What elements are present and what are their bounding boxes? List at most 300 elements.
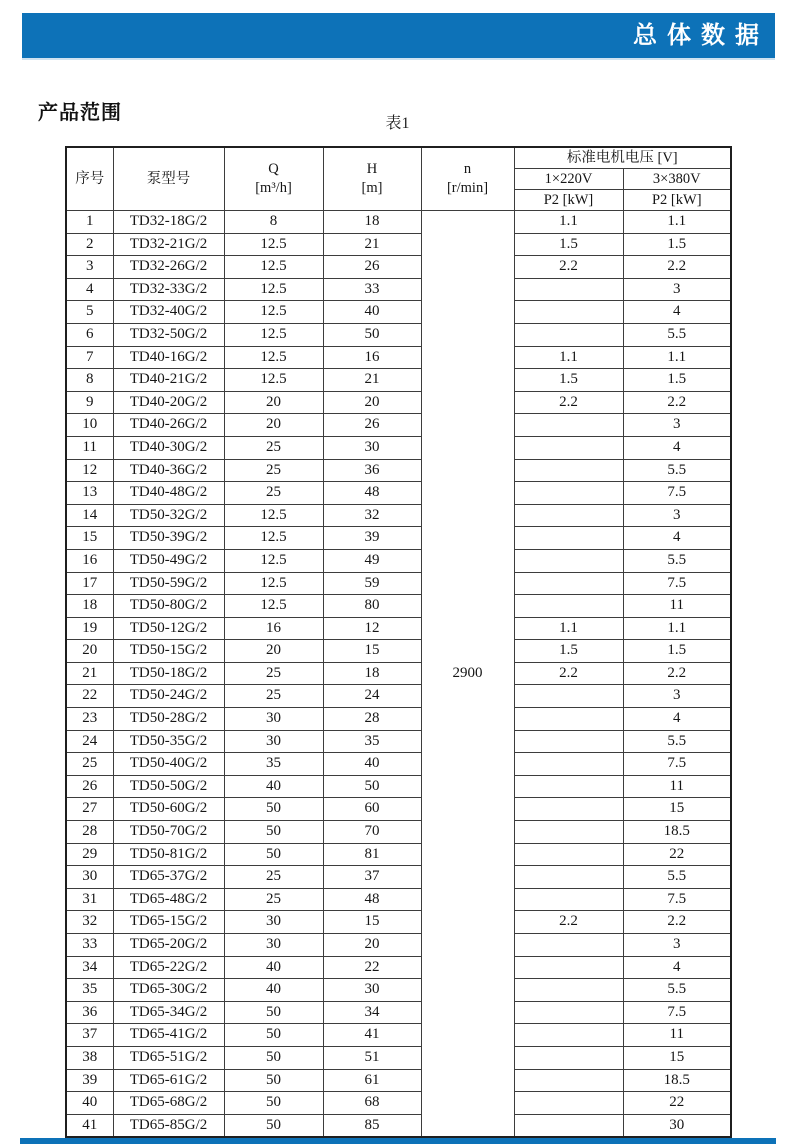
cell-h: 39 — [323, 527, 421, 550]
cell-model: TD50-49G/2 — [113, 549, 224, 572]
table-row — [66, 459, 731, 482]
table-row — [66, 911, 731, 934]
cell-index: 31 — [66, 888, 113, 911]
table-row — [66, 888, 731, 911]
table-header — [66, 147, 731, 211]
table-row — [66, 979, 731, 1002]
table-row — [66, 527, 731, 550]
cell-p2-220v — [514, 504, 623, 527]
cell-index: 19 — [66, 617, 113, 640]
cell-p2-380v: 11 — [623, 1024, 731, 1047]
cell-h: 15 — [323, 640, 421, 663]
cell-index: 2 — [66, 233, 113, 256]
cell-p2-380v: 3 — [623, 414, 731, 437]
cell-model: TD32-26G/2 — [113, 256, 224, 279]
cell-h: 30 — [323, 979, 421, 1002]
cell-index: 12 — [66, 459, 113, 482]
cell-q: 12.5 — [224, 572, 323, 595]
cell-p2-220v — [514, 323, 623, 346]
cell-model: TD65-61G/2 — [113, 1069, 224, 1092]
cell-model: TD50-32G/2 — [113, 504, 224, 527]
cell-p2-380v: 2.2 — [623, 662, 731, 685]
cell-index: 22 — [66, 685, 113, 708]
col-header-voltage-group: 标准电机电压 [V] — [514, 147, 731, 169]
table-row — [66, 211, 731, 234]
table-row — [66, 708, 731, 731]
col-header-h-unit: [m] — [361, 180, 383, 196]
cell-h: 41 — [323, 1024, 421, 1047]
table-row — [66, 278, 731, 301]
cell-q: 12.5 — [224, 504, 323, 527]
cell-p2-220v — [514, 730, 623, 753]
cell-model: TD40-48G/2 — [113, 482, 224, 505]
cell-p2-380v: 7.5 — [623, 753, 731, 776]
cell-q: 25 — [224, 436, 323, 459]
cell-q: 12.5 — [224, 595, 323, 618]
cell-model: TD50-35G/2 — [113, 730, 224, 753]
cell-q: 20 — [224, 414, 323, 437]
cell-p2-380v: 1.1 — [623, 617, 731, 640]
cell-p2-380v: 5.5 — [623, 549, 731, 572]
section-title: 产品范围 — [38, 102, 122, 124]
cell-model: TD40-30G/2 — [113, 436, 224, 459]
table-row — [66, 640, 731, 663]
table-row — [66, 504, 731, 527]
cell-p2-380v: 22 — [623, 843, 731, 866]
cell-h: 16 — [323, 346, 421, 369]
cell-q: 25 — [224, 685, 323, 708]
cell-h: 48 — [323, 482, 421, 505]
cell-q: 35 — [224, 753, 323, 776]
cell-p2-220v — [514, 414, 623, 437]
cell-p2-380v: 18.5 — [623, 821, 731, 844]
cell-q: 30 — [224, 730, 323, 753]
table-row — [66, 843, 731, 866]
cell-index: 25 — [66, 753, 113, 776]
cell-p2-220v — [514, 753, 623, 776]
table-row — [66, 866, 731, 889]
cell-p2-380v: 2.2 — [623, 391, 731, 414]
table-row — [66, 775, 731, 798]
cell-q: 25 — [224, 888, 323, 911]
table-row — [66, 346, 731, 369]
cell-p2-380v: 3 — [623, 685, 731, 708]
cell-p2-220v — [514, 821, 623, 844]
cell-model: TD65-41G/2 — [113, 1024, 224, 1047]
cell-index: 34 — [66, 956, 113, 979]
cell-p2-220v — [514, 685, 623, 708]
cell-q: 30 — [224, 911, 323, 934]
col-header-n-unit: [r/min] — [446, 180, 489, 196]
table-row — [66, 369, 731, 392]
cell-index: 29 — [66, 843, 113, 866]
cell-p2-220v — [514, 888, 623, 911]
cell-p2-220v — [514, 459, 623, 482]
table-row — [66, 662, 731, 685]
cell-model: TD65-15G/2 — [113, 911, 224, 934]
cell-q: 12.5 — [224, 527, 323, 550]
table-row — [66, 1069, 731, 1092]
cell-p2-220v — [514, 482, 623, 505]
cell-model: TD40-16G/2 — [113, 346, 224, 369]
cell-h: 30 — [323, 436, 421, 459]
col-header-p2-380: P2 [kW] — [623, 190, 731, 211]
table-row — [66, 482, 731, 505]
cell-model: TD40-26G/2 — [113, 414, 224, 437]
cell-model: TD50-39G/2 — [113, 527, 224, 550]
cell-p2-220v: 1.5 — [514, 369, 623, 392]
cell-index: 30 — [66, 866, 113, 889]
table-row — [66, 391, 731, 414]
cell-p2-220v — [514, 1024, 623, 1047]
cell-model: TD50-40G/2 — [113, 753, 224, 776]
cell-h: 61 — [323, 1069, 421, 1092]
product-range-table — [65, 146, 732, 1138]
table-row — [66, 1001, 731, 1024]
cell-index: 27 — [66, 798, 113, 821]
col-header-220v: 1×220V — [514, 169, 623, 190]
cell-h: 22 — [323, 956, 421, 979]
cell-model: TD65-68G/2 — [113, 1092, 224, 1115]
cell-p2-220v — [514, 956, 623, 979]
cell-p2-380v: 11 — [623, 775, 731, 798]
cell-h: 59 — [323, 572, 421, 595]
cell-model: TD50-81G/2 — [113, 843, 224, 866]
col-header-n-symbol: n — [463, 161, 472, 178]
cell-h: 15 — [323, 911, 421, 934]
cell-index: 33 — [66, 934, 113, 957]
cell-h: 50 — [323, 323, 421, 346]
cell-p2-220v — [514, 572, 623, 595]
table-row — [66, 617, 731, 640]
cell-index: 15 — [66, 527, 113, 550]
cell-q: 50 — [224, 1114, 323, 1137]
cell-h: 81 — [323, 843, 421, 866]
cell-index: 18 — [66, 595, 113, 618]
cell-q: 12.5 — [224, 233, 323, 256]
cell-p2-220v — [514, 1069, 623, 1092]
cell-p2-220v — [514, 934, 623, 957]
cell-p2-220v — [514, 549, 623, 572]
table-row — [66, 798, 731, 821]
cell-p2-220v: 2.2 — [514, 391, 623, 414]
cell-index: 20 — [66, 640, 113, 663]
cell-p2-220v — [514, 1046, 623, 1069]
cell-index: 35 — [66, 979, 113, 1002]
table-row — [66, 1046, 731, 1069]
cell-model: TD50-12G/2 — [113, 617, 224, 640]
cell-p2-380v: 11 — [623, 595, 731, 618]
cell-model: TD50-80G/2 — [113, 595, 224, 618]
table-row — [66, 301, 731, 324]
cell-p2-380v: 1.1 — [623, 346, 731, 369]
cell-q: 8 — [224, 211, 323, 234]
cell-index: 38 — [66, 1046, 113, 1069]
table-row — [66, 414, 731, 437]
table-row — [66, 1114, 731, 1137]
cell-p2-380v: 5.5 — [623, 730, 731, 753]
cell-h: 36 — [323, 459, 421, 482]
table-row — [66, 323, 731, 346]
cell-p2-220v — [514, 979, 623, 1002]
footer-rule — [20, 1138, 776, 1144]
cell-p2-380v: 7.5 — [623, 1001, 731, 1024]
cell-p2-220v — [514, 301, 623, 324]
cell-index: 8 — [66, 369, 113, 392]
cell-p2-220v — [514, 775, 623, 798]
cell-h: 70 — [323, 821, 421, 844]
cell-h: 18 — [323, 211, 421, 234]
cell-p2-220v: 1.1 — [514, 211, 623, 234]
cell-h: 21 — [323, 369, 421, 392]
cell-model: TD40-20G/2 — [113, 391, 224, 414]
cell-p2-380v: 3 — [623, 504, 731, 527]
cell-p2-220v: 1.1 — [514, 346, 623, 369]
cell-h: 49 — [323, 549, 421, 572]
cell-index: 39 — [66, 1069, 113, 1092]
cell-index: 1 — [66, 211, 113, 234]
table-caption: 表1 — [385, 115, 410, 132]
cell-h: 33 — [323, 278, 421, 301]
col-header-380v: 3×380V — [623, 169, 731, 190]
cell-index: 7 — [66, 346, 113, 369]
cell-p2-220v: 2.2 — [514, 662, 623, 685]
cell-p2-220v: 1.5 — [514, 640, 623, 663]
cell-q: 12.5 — [224, 346, 323, 369]
cell-model: TD50-15G/2 — [113, 640, 224, 663]
cell-q: 50 — [224, 821, 323, 844]
cell-h: 26 — [323, 256, 421, 279]
cell-h: 18 — [323, 662, 421, 685]
cell-model: TD50-60G/2 — [113, 798, 224, 821]
cell-p2-380v: 5.5 — [623, 459, 731, 482]
cell-p2-220v: 2.2 — [514, 256, 623, 279]
col-header-model: 泵型号 — [113, 147, 224, 211]
cell-p2-380v: 3 — [623, 278, 731, 301]
cell-p2-380v: 4 — [623, 708, 731, 731]
cell-model: TD50-50G/2 — [113, 775, 224, 798]
table-row — [66, 233, 731, 256]
cell-p2-380v: 1.5 — [623, 233, 731, 256]
cell-model: TD65-48G/2 — [113, 888, 224, 911]
cell-p2-380v: 7.5 — [623, 482, 731, 505]
cell-h: 35 — [323, 730, 421, 753]
cell-index: 41 — [66, 1114, 113, 1137]
cell-index: 9 — [66, 391, 113, 414]
cell-q: 30 — [224, 934, 323, 957]
cell-q: 50 — [224, 798, 323, 821]
cell-p2-220v — [514, 798, 623, 821]
cell-model: TD32-50G/2 — [113, 323, 224, 346]
cell-p2-380v: 4 — [623, 527, 731, 550]
cell-q: 40 — [224, 956, 323, 979]
cell-speed-rpm: 2900 — [421, 211, 514, 1138]
cell-h: 85 — [323, 1114, 421, 1137]
cell-model: TD65-51G/2 — [113, 1046, 224, 1069]
cell-model: TD50-18G/2 — [113, 662, 224, 685]
cell-p2-380v: 3 — [623, 934, 731, 957]
cell-p2-220v: 1.1 — [514, 617, 623, 640]
cell-index: 3 — [66, 256, 113, 279]
cell-index: 11 — [66, 436, 113, 459]
cell-p2-380v: 1.1 — [623, 211, 731, 234]
col-header-q-unit: [m³/h] — [255, 180, 292, 196]
cell-h: 60 — [323, 798, 421, 821]
cell-h: 34 — [323, 1001, 421, 1024]
cell-q: 12.5 — [224, 369, 323, 392]
cell-h: 20 — [323, 934, 421, 957]
cell-q: 12.5 — [224, 549, 323, 572]
table-row — [66, 753, 731, 776]
cell-p2-380v: 5.5 — [623, 323, 731, 346]
cell-index: 28 — [66, 821, 113, 844]
cell-p2-380v: 15 — [623, 798, 731, 821]
cell-model: TD65-85G/2 — [113, 1114, 224, 1137]
cell-index: 10 — [66, 414, 113, 437]
cell-h: 51 — [323, 1046, 421, 1069]
cell-h: 24 — [323, 685, 421, 708]
cell-q: 50 — [224, 1046, 323, 1069]
table-row — [66, 685, 731, 708]
cell-q: 30 — [224, 708, 323, 731]
page-header-title: 总体数据 — [633, 21, 769, 49]
cell-p2-380v: 7.5 — [623, 572, 731, 595]
cell-h: 21 — [323, 233, 421, 256]
cell-model: TD32-21G/2 — [113, 233, 224, 256]
cell-h: 32 — [323, 504, 421, 527]
cell-index: 4 — [66, 278, 113, 301]
cell-p2-220v — [514, 595, 623, 618]
cell-q: 12.5 — [224, 301, 323, 324]
cell-index: 13 — [66, 482, 113, 505]
table-row — [66, 436, 731, 459]
cell-h: 28 — [323, 708, 421, 731]
table-body — [66, 211, 731, 1138]
cell-q: 25 — [224, 482, 323, 505]
cell-p2-380v: 4 — [623, 436, 731, 459]
header-banner — [22, 13, 775, 60]
cell-index: 23 — [66, 708, 113, 731]
cell-h: 40 — [323, 301, 421, 324]
cell-q: 16 — [224, 617, 323, 640]
cell-model: TD32-33G/2 — [113, 278, 224, 301]
col-header-q-symbol: Q — [268, 161, 279, 178]
table-row — [66, 934, 731, 957]
col-header-index: 序号 — [66, 147, 113, 211]
cell-q: 50 — [224, 1092, 323, 1115]
cell-p2-220v — [514, 527, 623, 550]
cell-model: TD50-28G/2 — [113, 708, 224, 731]
cell-p2-380v: 7.5 — [623, 888, 731, 911]
col-header-h — [323, 147, 421, 211]
cell-p2-220v — [514, 843, 623, 866]
cell-p2-220v — [514, 436, 623, 459]
cell-q: 40 — [224, 979, 323, 1002]
cell-model: TD65-37G/2 — [113, 866, 224, 889]
cell-p2-380v: 5.5 — [623, 866, 731, 889]
cell-model: TD50-24G/2 — [113, 685, 224, 708]
cell-p2-380v: 2.2 — [623, 256, 731, 279]
cell-p2-220v: 1.5 — [514, 233, 623, 256]
cell-index: 24 — [66, 730, 113, 753]
cell-index: 5 — [66, 301, 113, 324]
cell-q: 25 — [224, 662, 323, 685]
cell-p2-380v: 4 — [623, 956, 731, 979]
table-row — [66, 572, 731, 595]
cell-p2-380v: 30 — [623, 1114, 731, 1137]
cell-q: 25 — [224, 866, 323, 889]
cell-model: TD65-20G/2 — [113, 934, 224, 957]
cell-model: TD50-70G/2 — [113, 821, 224, 844]
cell-q: 50 — [224, 1024, 323, 1047]
table-row — [66, 956, 731, 979]
col-header-h-symbol: H — [366, 161, 378, 178]
table-row — [66, 1092, 731, 1115]
cell-p2-220v — [514, 866, 623, 889]
cell-index: 14 — [66, 504, 113, 527]
cell-q: 12.5 — [224, 278, 323, 301]
cell-index: 40 — [66, 1092, 113, 1115]
cell-q: 20 — [224, 640, 323, 663]
cell-h: 40 — [323, 753, 421, 776]
table-row — [66, 1024, 731, 1047]
cell-index: 21 — [66, 662, 113, 685]
cell-p2-220v — [514, 278, 623, 301]
table-row — [66, 595, 731, 618]
cell-q: 20 — [224, 391, 323, 414]
cell-model: TD50-59G/2 — [113, 572, 224, 595]
cell-q: 50 — [224, 843, 323, 866]
cell-p2-380v: 1.5 — [623, 640, 731, 663]
table-row — [66, 256, 731, 279]
cell-index: 16 — [66, 549, 113, 572]
cell-p2-380v: 1.5 — [623, 369, 731, 392]
cell-h: 68 — [323, 1092, 421, 1115]
cell-p2-380v: 2.2 — [623, 911, 731, 934]
cell-model: TD65-22G/2 — [113, 956, 224, 979]
cell-h: 50 — [323, 775, 421, 798]
table-row — [66, 730, 731, 753]
cell-p2-380v: 18.5 — [623, 1069, 731, 1092]
cell-model: TD40-21G/2 — [113, 369, 224, 392]
cell-p2-380v: 22 — [623, 1092, 731, 1115]
cell-index: 32 — [66, 911, 113, 934]
cell-p2-380v: 15 — [623, 1046, 731, 1069]
cell-index: 37 — [66, 1024, 113, 1047]
col-header-q — [224, 147, 323, 211]
cell-model: TD40-36G/2 — [113, 459, 224, 482]
cell-h: 20 — [323, 391, 421, 414]
cell-model: TD65-34G/2 — [113, 1001, 224, 1024]
cell-p2-380v: 4 — [623, 301, 731, 324]
cell-p2-380v: 5.5 — [623, 979, 731, 1002]
cell-h: 48 — [323, 888, 421, 911]
cell-q: 12.5 — [224, 323, 323, 346]
cell-model: TD32-18G/2 — [113, 211, 224, 234]
table-row — [66, 821, 731, 844]
cell-p2-220v — [514, 1001, 623, 1024]
col-header-n — [421, 147, 514, 211]
cell-p2-220v — [514, 1092, 623, 1115]
cell-h: 37 — [323, 866, 421, 889]
table-row — [66, 549, 731, 572]
cell-model: TD32-40G/2 — [113, 301, 224, 324]
cell-h: 12 — [323, 617, 421, 640]
cell-index: 17 — [66, 572, 113, 595]
cell-q: 40 — [224, 775, 323, 798]
cell-index: 36 — [66, 1001, 113, 1024]
cell-p2-220v — [514, 708, 623, 731]
